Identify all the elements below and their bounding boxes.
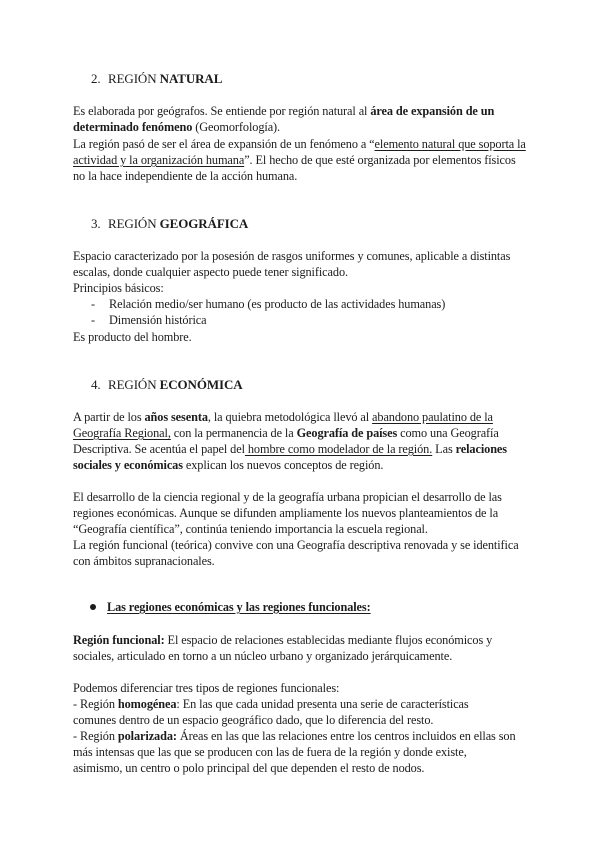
paragraph-line: Región funcional: El espacio de relaciones establecidas mediante flujos económicos y bbox=[73, 633, 493, 647]
list-item: Dimensión histórica bbox=[109, 313, 207, 327]
heading-bold: ECONÓMICA bbox=[159, 377, 243, 392]
paragraph-line: El desarrollo de la ciencia regional y de la geografía urbana propician el desarrollo de las bbox=[73, 490, 502, 504]
bullet-heading: Las regiones económicas y las regiones funcionales: bbox=[107, 600, 371, 614]
paragraph-line: - Región polarizada: Áreas en las que las relaciones entre los centros incluidos en ellas son bbox=[73, 729, 516, 743]
paragraph-line: A partir de los años sesenta, la quiebra metodológica llevó al abandono paulatino de la bbox=[73, 410, 493, 424]
paragraph-line: sociales, articulado en torno a un núcleo urbano y organizado jerárquicamente. bbox=[73, 649, 453, 663]
bullet-dot-icon bbox=[90, 604, 96, 610]
paragraph-line: comunes dentro de un espacio geográfico dado, que lo diferencia del resto. bbox=[73, 713, 434, 727]
paragraph-line: Es producto del hombre. bbox=[73, 330, 192, 344]
paragraph-line: Es elaborada por geógrafos. Se entiende por región natural al área de expansión de un bbox=[73, 104, 495, 118]
paragraph-line: Descriptiva. Se acentúa el papel del hombre como modelador de la región. Las relaciones bbox=[73, 442, 507, 456]
section-number: 4. bbox=[91, 377, 101, 392]
paragraph-line: regiones económicas. Aunque se difunden ampliamente los nuevos planteamientos de la bbox=[73, 506, 499, 520]
section-number: 2. bbox=[91, 71, 101, 86]
list-item: Relación medio/ser humano (es producto de las actividades humanas) bbox=[109, 297, 446, 311]
heading-bold: NATURAL bbox=[159, 71, 223, 86]
list-dash: - bbox=[91, 313, 95, 327]
paragraph-line: con ámbitos supranacionales. bbox=[73, 554, 215, 568]
heading-text: REGIÓN bbox=[108, 377, 160, 392]
section-heading-economica bbox=[91, 377, 243, 393]
paragraph-line: La región pasó de ser el área de expansión de un fenómeno a “elemento natural que soporta la bbox=[73, 137, 526, 151]
paragraph-line: determinado fenómeno (Geomorfología). bbox=[73, 120, 281, 134]
paragraph-line: Principios básicos: bbox=[73, 281, 164, 295]
section-heading-natural bbox=[91, 71, 222, 87]
section-heading-geografica bbox=[91, 216, 248, 232]
section-number: 3. bbox=[91, 216, 101, 231]
heading-text: REGIÓN bbox=[108, 216, 160, 231]
heading-text: REGIÓN bbox=[108, 71, 160, 86]
paragraph-line: escalas, donde cualquier aspecto puede tener significado. bbox=[73, 265, 348, 279]
paragraph-line: Podemos diferenciar tres tipos de regiones funcionales: bbox=[73, 681, 340, 695]
paragraph-line: más intensas que las que se producen con las de fuera de la región y donde existe, bbox=[73, 745, 467, 759]
paragraph-line: sociales y económicas explican los nuevos conceptos de región. bbox=[73, 458, 384, 472]
paragraph-line: La región funcional (teórica) convive con una Geografía descriptiva renovada y se identifica bbox=[73, 538, 519, 552]
paragraph-line: - Región homogénea: En las que cada unidad presenta una serie de características bbox=[73, 697, 469, 711]
paragraph-line: Espacio caracterizado por la posesión de rasgos uniformes y comunes, aplicable a distintas bbox=[73, 249, 511, 263]
paragraph-line: asimismo, un centro o polo principal del que dependen el resto de nodos. bbox=[73, 761, 425, 775]
paragraph-line: actividad y la organización humana”. El hecho de que esté organizada por elementos físicos bbox=[73, 153, 516, 167]
paragraph-line: “Geografía científica”, continúa teniendo importancia la escuela regional. bbox=[73, 522, 428, 536]
paragraph-line: no la hace independiente de la acción humana. bbox=[73, 169, 298, 183]
paragraph-line: Geografía Regional, con la permanencia de la Geografía de países como una Geografía bbox=[73, 426, 499, 440]
list-dash: - bbox=[91, 297, 95, 311]
heading-bold: GEOGRÁFICA bbox=[159, 216, 249, 231]
